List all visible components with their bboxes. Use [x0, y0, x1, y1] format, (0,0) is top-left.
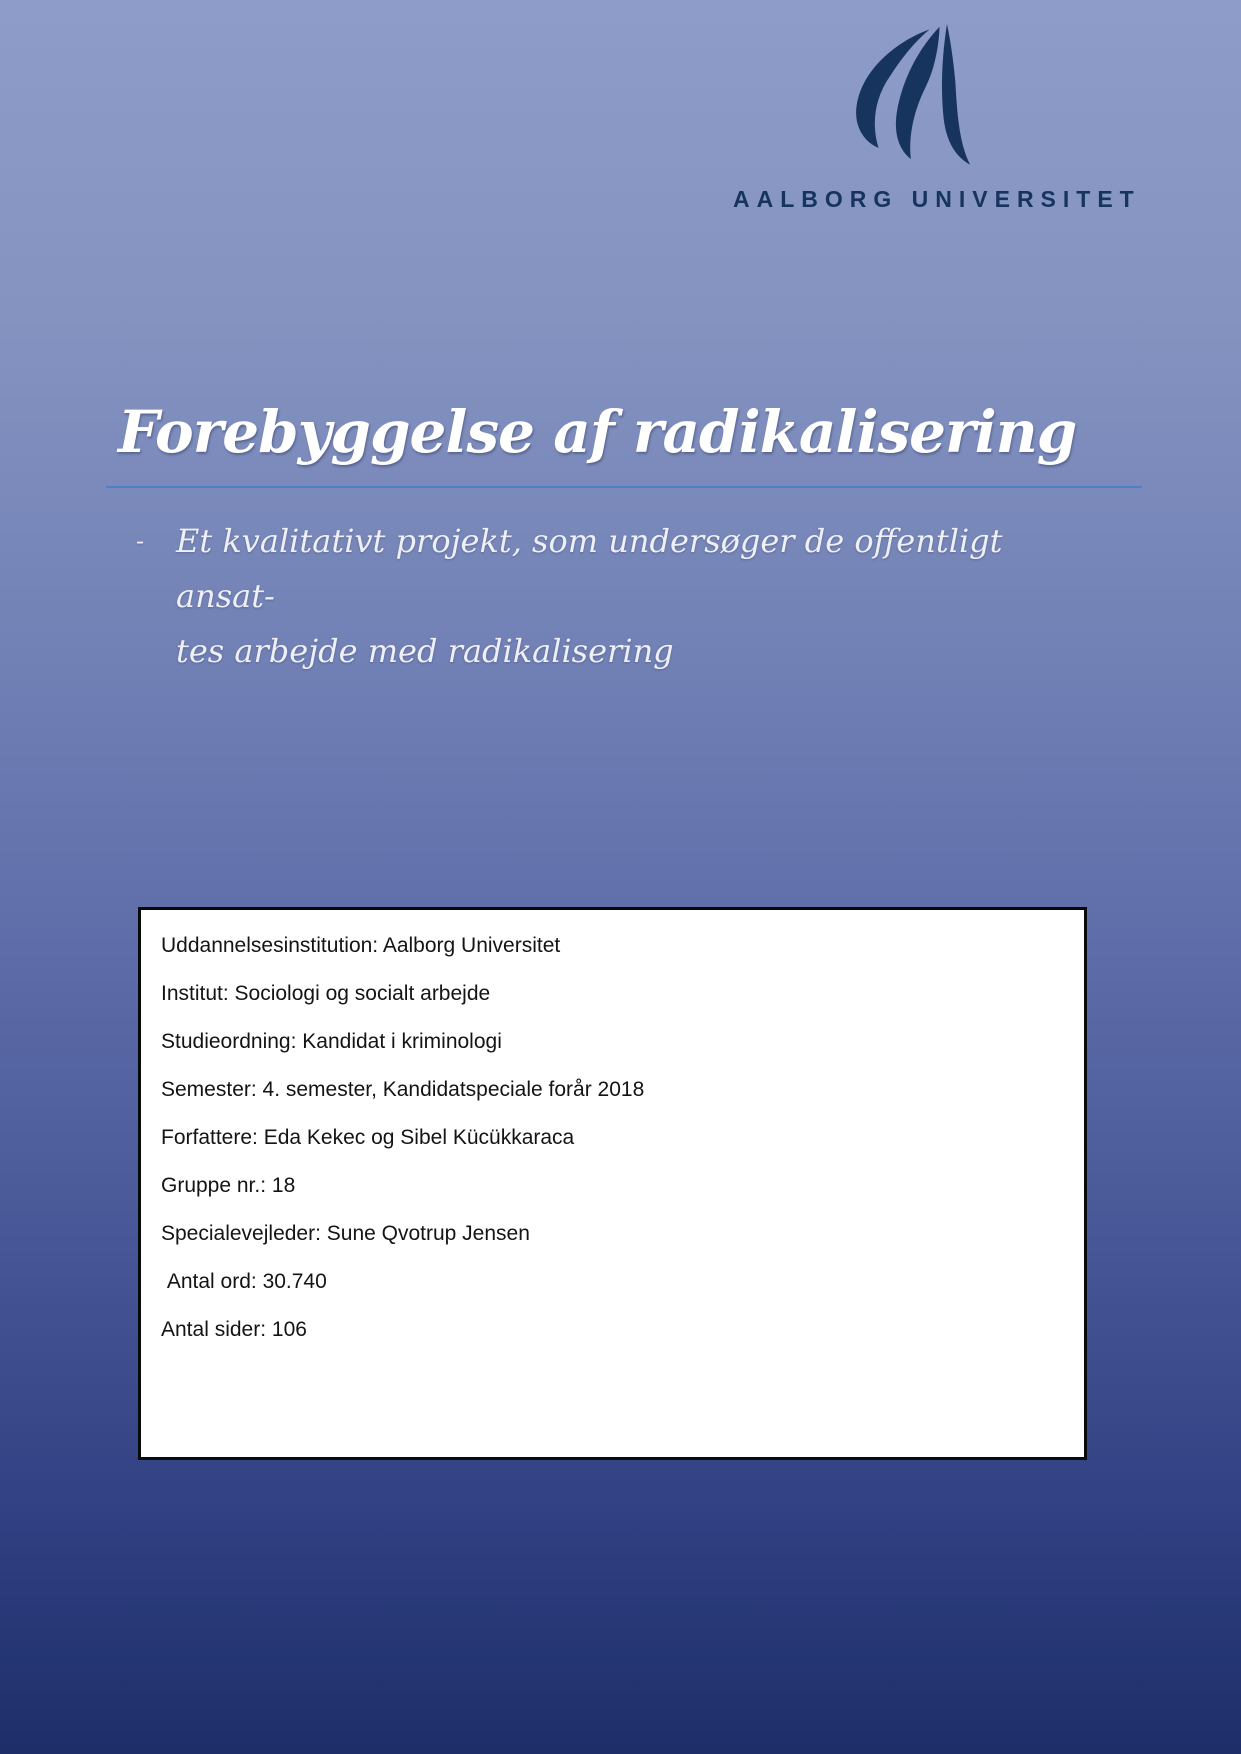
thesis-info-box — [138, 907, 1087, 1460]
info-line-gruppe-nr: Gruppe nr.: 18 — [161, 1174, 296, 1197]
aau-logo-wordmark: AALBORG UNIVERSITET — [733, 186, 1141, 212]
subtitle-line-2: tes arbejde med radikalisering — [176, 632, 674, 670]
info-line-institution: Uddannelsesinstitution: Aalborg Universitet — [161, 934, 561, 957]
info-line-antal-sider: Antal sider: 106 — [161, 1318, 307, 1341]
page-title: Forebyggelse af radikalisering — [118, 398, 1077, 466]
subtitle-line-1: Et kvalitativt projekt, som undersøger de offentligt ansat- — [176, 522, 1003, 615]
aalborg-university-logo — [733, 24, 1141, 213]
info-line-antal-ord: Antal ord: 30.740 — [161, 1270, 327, 1293]
info-line-studieordning: Studieordning: Kandidat i kriminologi — [161, 1030, 502, 1053]
info-line-institut: Institut: Sociologi og socialt arbejde — [161, 982, 491, 1005]
info-line-forfattere: Forfattere: Eda Kekec og Sibel Kücükkaraca — [161, 1126, 575, 1149]
subtitle-dash: - — [136, 527, 145, 555]
subtitle-text — [176, 514, 1066, 679]
info-line-semester: Semester: 4. semester, Kandidatspeciale forår 2018 — [161, 1078, 645, 1101]
title-underline-rule — [106, 486, 1142, 488]
aau-swan-icon — [848, 24, 978, 172]
subtitle — [136, 514, 1066, 679]
info-line-specialevejleder: Specialevejleder: Sune Qvotrup Jensen — [161, 1222, 530, 1245]
